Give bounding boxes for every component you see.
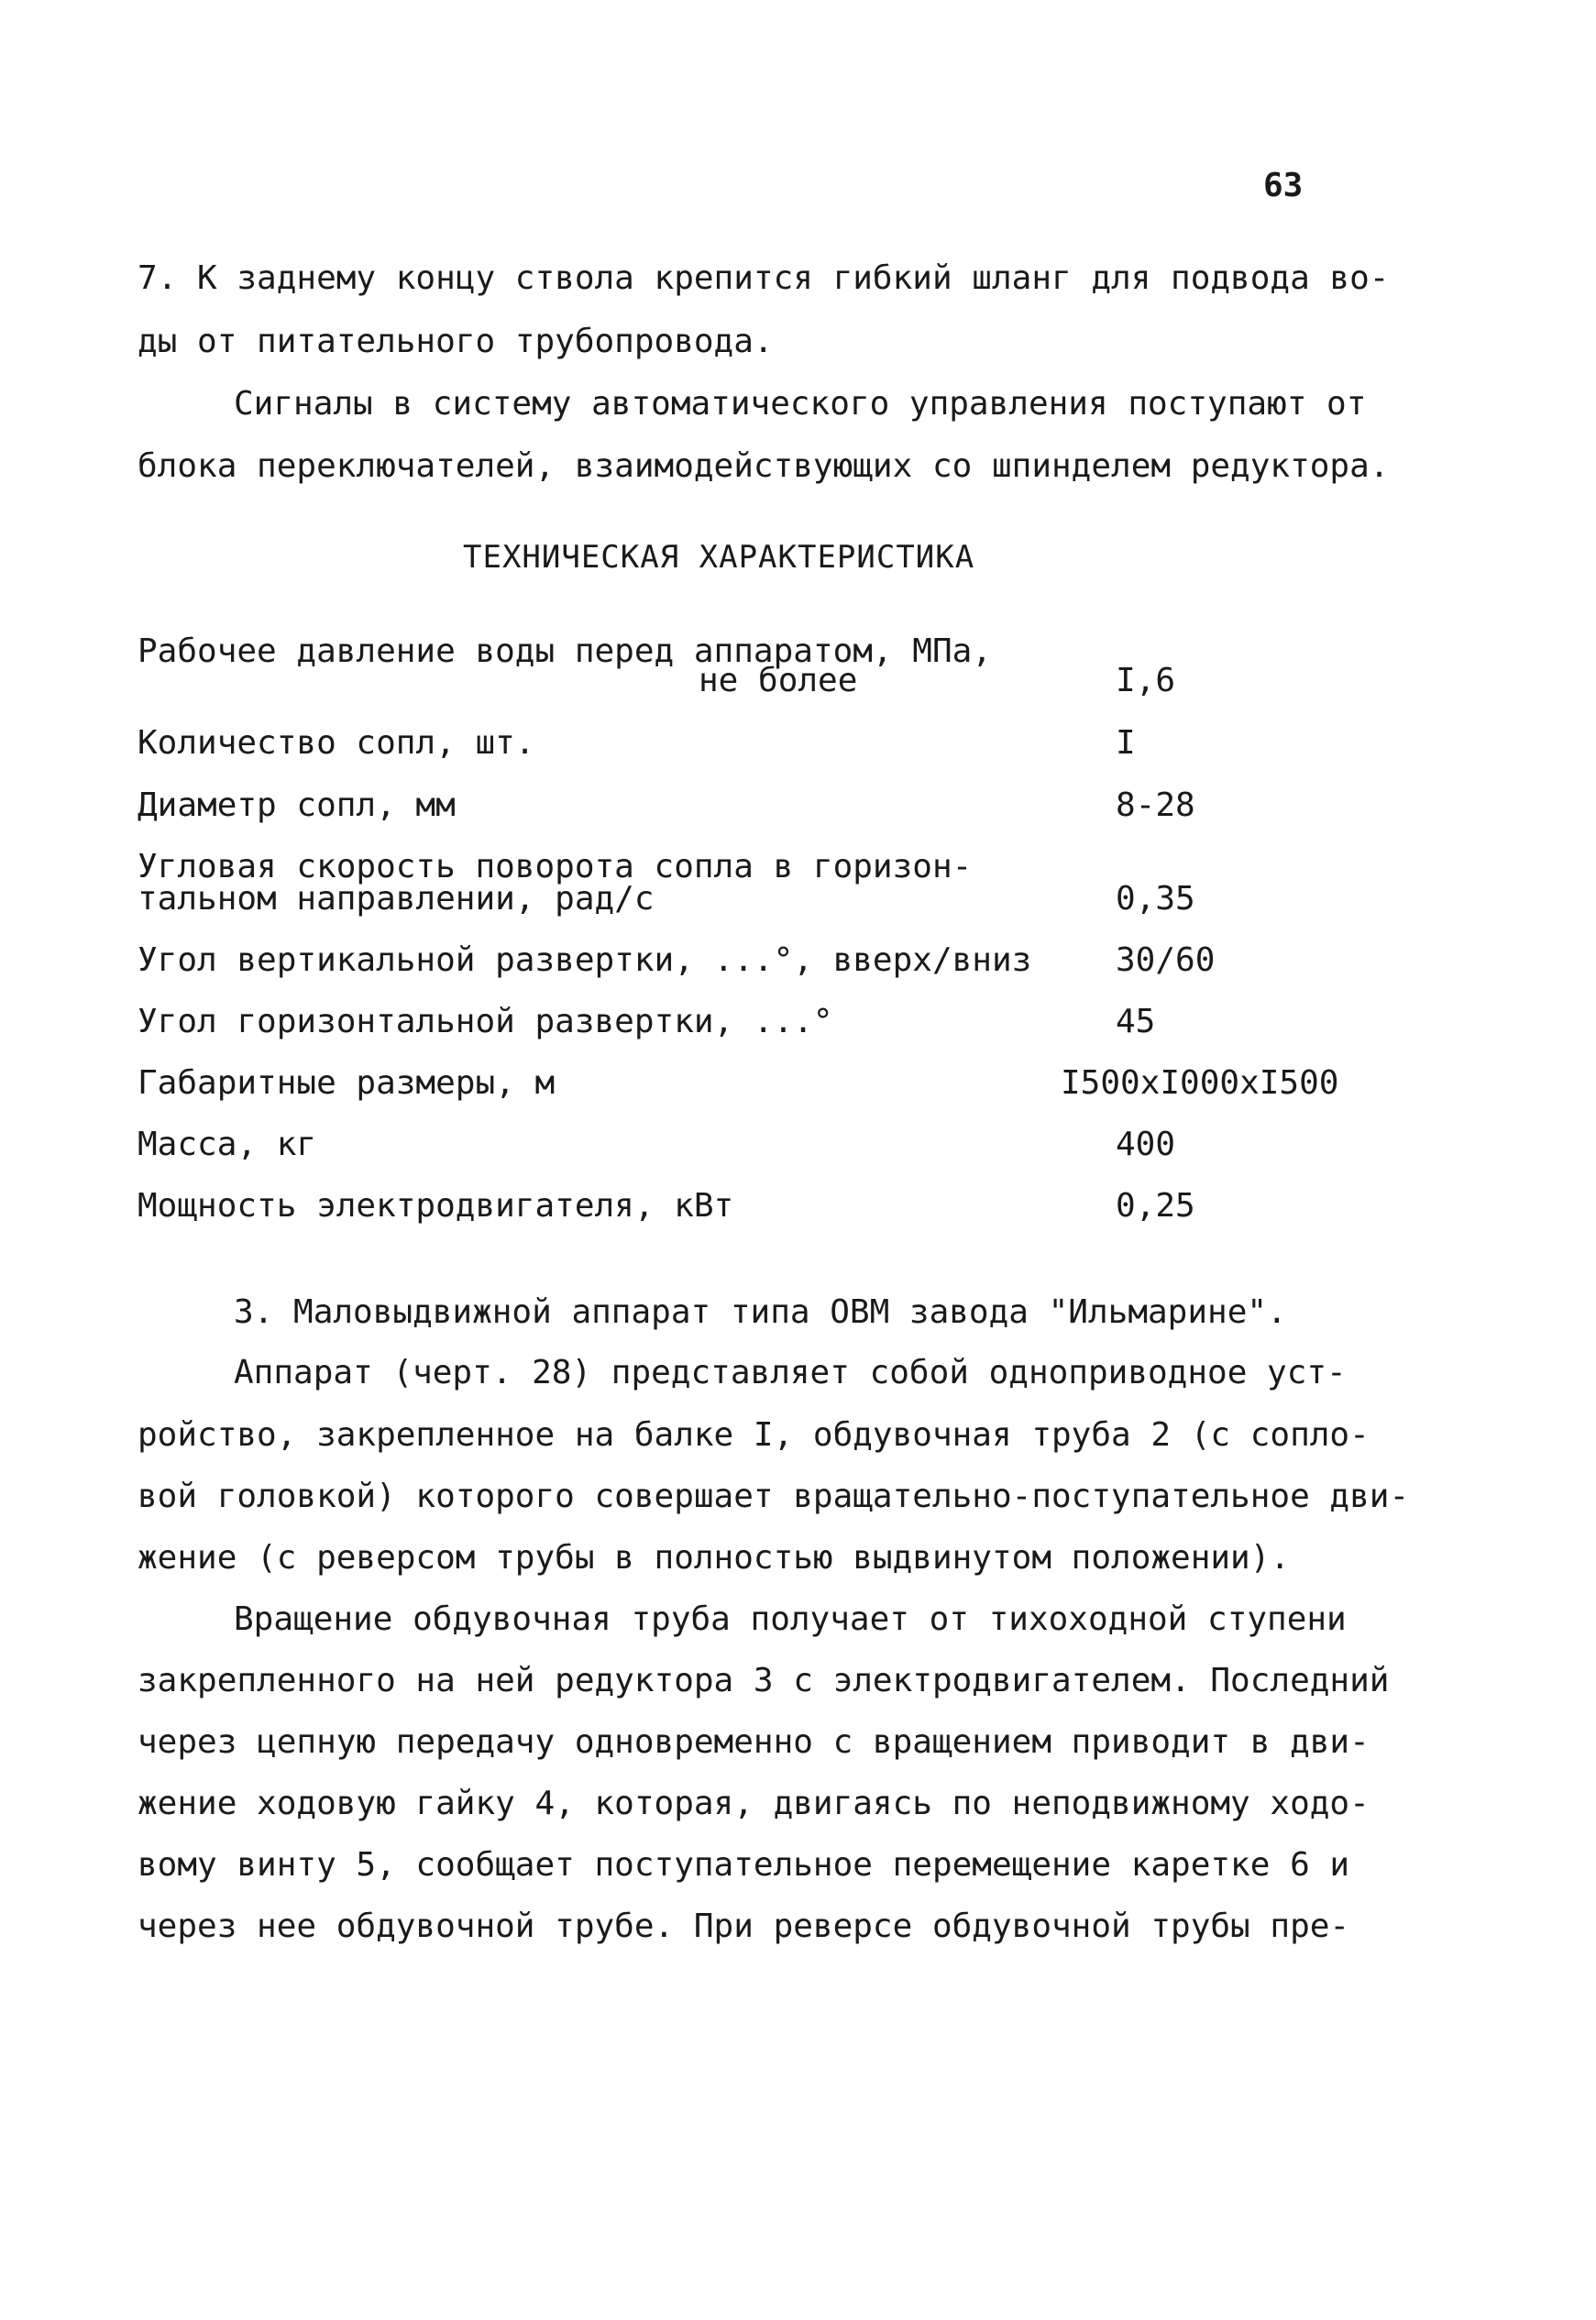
paragraph-line: вому винту 5, сообщает поступательное перемещение каретке 6 и <box>138 1846 1350 1884</box>
spec-label: Габаритные размеры, м <box>138 1064 556 1102</box>
spec-label: Угол вертикальной развертки, ...°, вверх/вниз <box>138 941 1032 979</box>
spec-label: Количество сопл, шт. <box>138 724 535 762</box>
spec-value: 30/60 <box>1116 941 1216 979</box>
paragraph-line: через цепную передачу одновременно с вращением приводит в дви- <box>138 1723 1370 1761</box>
spec-value: I500xI000xI500 <box>1061 1064 1339 1102</box>
intro-line-3: Сигналы в систему автоматического управления поступают от <box>234 385 1367 423</box>
paragraph-line: ройство, закрепленное на балке I, обдувочная труба 2 (с сопло- <box>138 1416 1370 1454</box>
paragraph-line: через нее обдувочной трубе. При реверсе обдувочной трубы пре- <box>138 1908 1350 1945</box>
spec-label: Угол горизонтальной развертки, ...° <box>138 1003 833 1040</box>
spec-label: Угловая скорость поворота сопла в горизон- <box>138 848 973 885</box>
paragraph-line: закрепленного на ней редуктора 3 с электродвигателем. Последний <box>138 1662 1390 1699</box>
paragraph-line: Вращение обдувочная труба получает от тихоходной ступени <box>234 1600 1347 1638</box>
spec-label: Мощность электродвигателя, кВт <box>138 1187 734 1225</box>
spec-label-cont: тальном направлении, рад/с <box>138 880 655 918</box>
spec-label-cont: не более <box>699 662 858 699</box>
spec-heading: ТЕХНИЧЕСКАЯ ХАРАКТЕРИСТИКА <box>463 539 975 576</box>
intro-line-4: блока переключателей, взаимодействующих со шпинделем редуктора. <box>138 447 1390 485</box>
intro-line-2: ды от питательного трубопровода. <box>138 323 774 360</box>
spec-value: 0,25 <box>1116 1187 1195 1225</box>
spec-value: 0,35 <box>1116 880 1195 918</box>
spec-value: I,6 <box>1116 662 1176 699</box>
intro-line-1: 7. К заднему концу ствола крепится гибкий шланг для подвода во- <box>138 259 1390 297</box>
spec-value: 400 <box>1116 1126 1176 1163</box>
paragraph-line: Аппарат (черт. 28) представляет собой одноприводное уст- <box>234 1354 1347 1391</box>
spec-value: I <box>1116 724 1136 762</box>
spec-label: Диаметр сопл, мм <box>138 786 456 824</box>
page-number: 63 <box>1263 167 1304 204</box>
spec-value: 45 <box>1116 1003 1156 1040</box>
spec-label: Рабочее давление воды перед аппаратом, МПа, <box>138 632 992 670</box>
spec-value: 8-28 <box>1116 786 1195 824</box>
paragraph-line: жение (с реверсом трубы в полностью выдвинутом положении). <box>138 1539 1291 1577</box>
paragraph-line: вой головкой) которого совершает вращательно-поступательное дви- <box>138 1478 1410 1515</box>
spec-label: Масса, кг <box>138 1126 317 1163</box>
section-3-title: 3. Маловыдвижной аппарат типа ОВМ завода "Ильмарине". <box>234 1293 1287 1331</box>
paragraph-line: жение ходовую гайку 4, которая, двигаясь по неподвижному ходо- <box>138 1785 1370 1822</box>
